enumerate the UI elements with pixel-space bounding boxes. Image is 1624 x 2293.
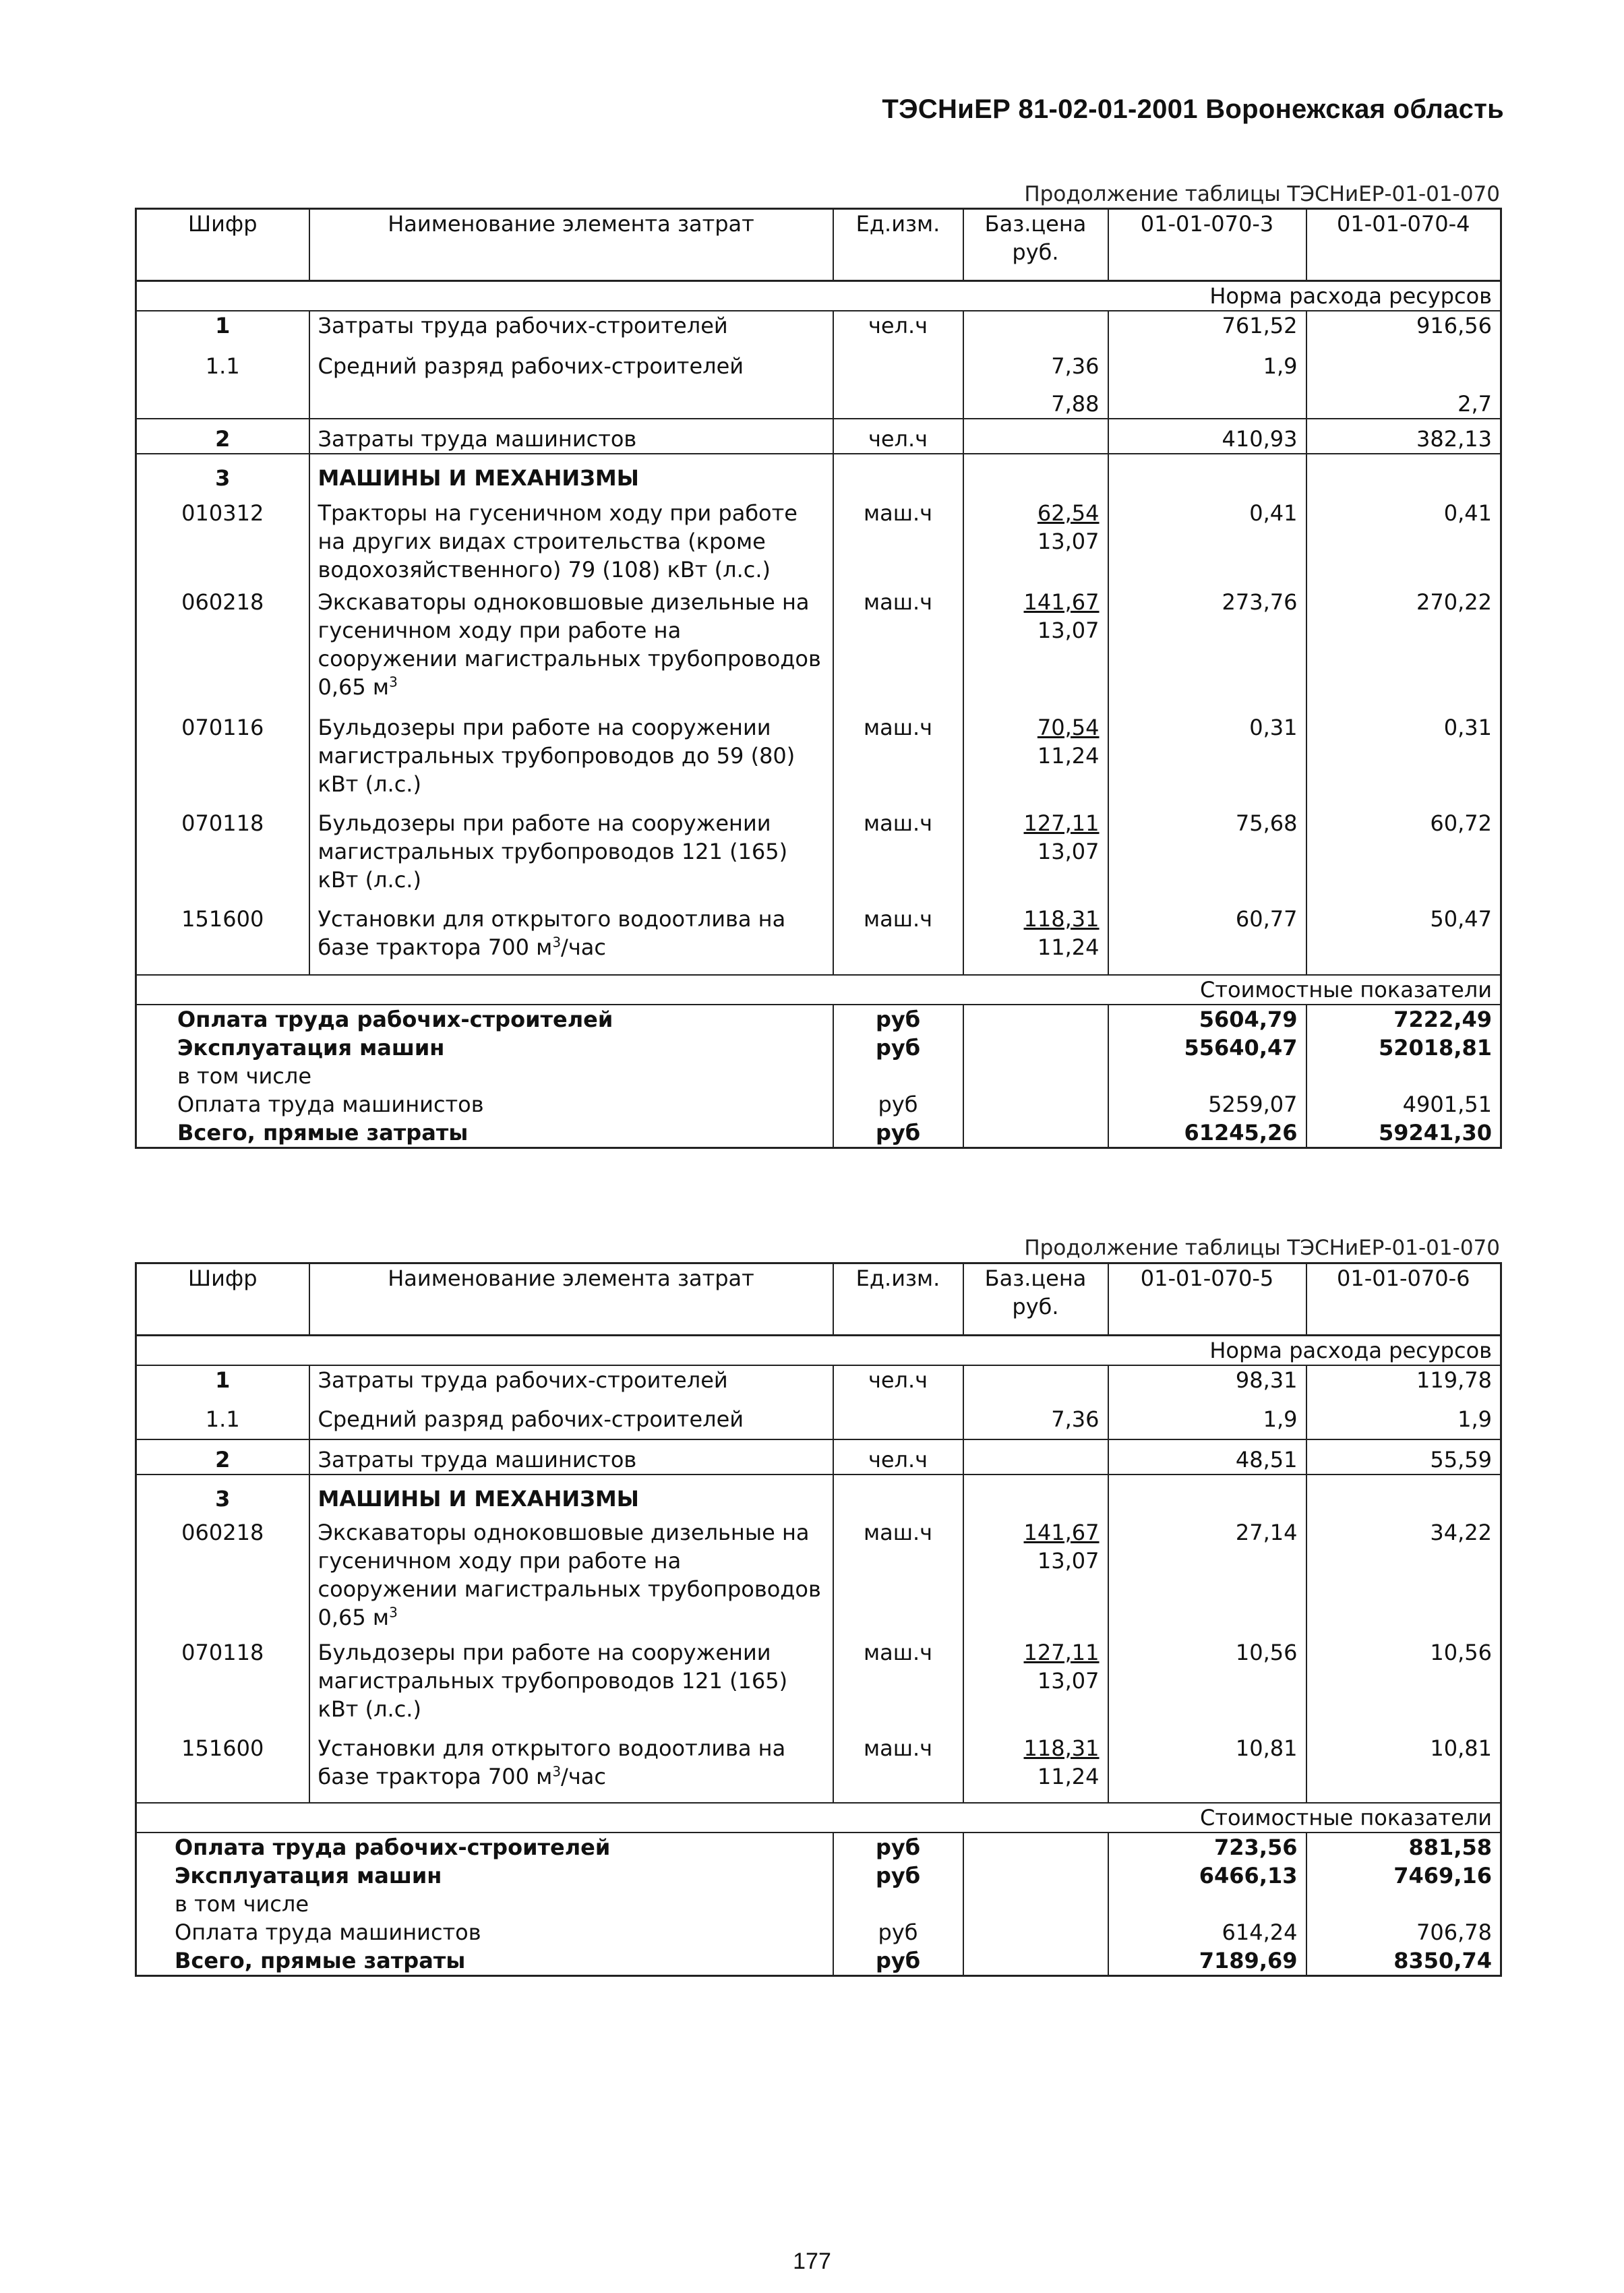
- col-header-name: Наименование элемента затрат: [309, 209, 833, 281]
- row-unit: [833, 1394, 963, 1439]
- price-bottom: 11,24: [1037, 743, 1100, 769]
- superscript: 3: [389, 1604, 398, 1621]
- row-name: Эксплуатация машин: [177, 1035, 445, 1061]
- row-code: 1.1: [136, 340, 309, 419]
- row-value-b: 270,22: [1306, 588, 1501, 713]
- row-value-b: 1,9: [1306, 1394, 1501, 1439]
- table-row: [136, 1119, 1501, 1148]
- price-bottom: 13,07: [1037, 1668, 1100, 1694]
- table-row: [136, 454, 1501, 492]
- row-name: Оплата труда рабочих-строителей: [177, 1007, 613, 1032]
- row-value-a: 7189,69: [1108, 1946, 1306, 1976]
- row-code: 1.1: [136, 1394, 309, 1439]
- row-value-b: 7222,49: [1306, 1005, 1501, 1034]
- row-unit: руб: [833, 1119, 963, 1148]
- row-code: 2: [136, 419, 309, 454]
- row-name: [309, 588, 833, 713]
- row-value-a: 0,41: [1108, 492, 1306, 588]
- table-row: [136, 1005, 1501, 1034]
- row-unit: чел.ч: [833, 1439, 963, 1475]
- row-name: Оплата труда машинистов: [177, 1092, 484, 1117]
- table-row: [136, 1638, 1501, 1734]
- row-unit: маш.ч: [833, 1734, 963, 1803]
- row-value-a: 0,31: [1108, 713, 1306, 809]
- price-bottom: 11,24: [1037, 1764, 1100, 1789]
- row-value-b: 7469,16: [1306, 1862, 1501, 1890]
- row-value-a: 5604,79: [1108, 1005, 1306, 1034]
- row-unit: чел.ч: [833, 311, 963, 340]
- col-header-norm-a: 01-01-070-3: [1108, 209, 1306, 281]
- col-header-norm-b: 01-01-070-4: [1306, 209, 1501, 281]
- row-unit: чел.ч: [833, 1365, 963, 1394]
- row-value-a: [1108, 1890, 1306, 1918]
- row-unit: маш.ч: [833, 1513, 963, 1638]
- row-price: [963, 1090, 1108, 1119]
- row-name-text: Установки для открытого водоотлива на базе трактора 700 м: [318, 1735, 786, 1789]
- col-header-code: Шифр: [136, 209, 309, 281]
- row-price: [963, 1862, 1108, 1890]
- row-price: [963, 1365, 1108, 1394]
- row-unit: [833, 1890, 963, 1918]
- row-name: Затраты труда рабочих-строителей: [309, 311, 833, 340]
- price-bottom: 13,07: [1037, 618, 1100, 643]
- table-row: [136, 1946, 1501, 1976]
- row-value-a: 723,56: [1108, 1833, 1306, 1862]
- row-price: [963, 1119, 1108, 1148]
- row-price: [963, 419, 1108, 454]
- row-code: 3: [215, 465, 231, 491]
- section-norm-label: Норма расхода ресурсов: [136, 281, 1501, 311]
- row-unit: руб: [833, 1005, 963, 1034]
- row-price: [963, 905, 1108, 975]
- row-name: Затраты труда машинистов: [309, 419, 833, 454]
- row-value-a: 48,51: [1108, 1439, 1306, 1475]
- norms-table-2: [135, 1262, 1502, 1977]
- superscript: 3: [552, 1763, 562, 1780]
- row-name: Бульдозеры при работе на сооружении магистральных трубопроводов 121 (165) кВт (л.с.): [309, 809, 833, 905]
- row-name: Затраты труда рабочих-строителей: [309, 1365, 833, 1394]
- row-value-b: 0,41: [1306, 492, 1501, 588]
- row-price: [963, 1062, 1108, 1090]
- col-header-price: Баз.цена руб.: [963, 1263, 1108, 1336]
- table-row: [136, 1365, 1501, 1394]
- table-row: [136, 1734, 1501, 1803]
- row-unit: маш.ч: [833, 713, 963, 809]
- row-name: Оплата труда рабочих-строителей: [175, 1835, 611, 1860]
- row-name: в том числе: [177, 1063, 311, 1089]
- table-row: [136, 1862, 1501, 1890]
- col-header-norm-b: 01-01-070-6: [1306, 1263, 1501, 1336]
- row-unit: чел.ч: [833, 419, 963, 454]
- row-unit: маш.ч: [833, 1638, 963, 1734]
- row-value-a: 410,93: [1108, 419, 1306, 454]
- row-code: 070118: [181, 810, 264, 836]
- row-value-b: 706,78: [1306, 1918, 1501, 1946]
- price-top: 141,67: [1023, 589, 1100, 615]
- section-norm-label: Норма расхода ресурсов: [136, 1336, 1501, 1366]
- row-value-b: 59241,30: [1306, 1119, 1501, 1148]
- row-price: [963, 1946, 1108, 1976]
- section-cost-row: [136, 1803, 1501, 1833]
- row-code: 070118: [181, 1640, 264, 1665]
- row-unit: руб: [833, 1946, 963, 1976]
- row-code: 010312: [181, 500, 264, 526]
- row-value-a: 98,31: [1108, 1365, 1306, 1394]
- table-row: [136, 1475, 1501, 1513]
- row-unit: маш.ч: [833, 492, 963, 588]
- row-value-b: 0,31: [1306, 713, 1501, 809]
- price-bottom: 11,24: [1037, 934, 1100, 960]
- price-top: 127,11: [1023, 1640, 1100, 1665]
- table-row: [136, 588, 1501, 713]
- row-name: Тракторы на гусеничном ходу при работе на других видах строительства (кроме водохозяйственного) 79 (108) кВт (л.с.): [309, 492, 833, 588]
- row-value-b: [1306, 1062, 1501, 1090]
- row-price: [963, 340, 1108, 419]
- row-price: [963, 1005, 1108, 1034]
- col-header-code: Шифр: [136, 1263, 309, 1336]
- table-row: [136, 1394, 1501, 1439]
- table-row: [136, 1513, 1501, 1638]
- table-row: [136, 1090, 1501, 1119]
- row-unit: [833, 454, 963, 492]
- col-header-norm-a: 01-01-070-5: [1108, 1263, 1306, 1336]
- row-price: [963, 1439, 1108, 1475]
- row-value-a: [1108, 454, 1306, 492]
- row-price: [963, 588, 1108, 713]
- table-continuation-label: Продолжение таблицы ТЭСНиЕР-01-01-070: [1024, 182, 1500, 206]
- row-value-b: 60,72: [1306, 809, 1501, 905]
- table-row: [136, 809, 1501, 905]
- row-value-b: 10,81: [1306, 1734, 1501, 1803]
- row-name: Затраты труда машинистов: [309, 1439, 833, 1475]
- row-name: Бульдозеры при работе на сооружении магистральных трубопроводов 121 (165) кВт (л.с.): [309, 1638, 833, 1734]
- price-second: 7,88: [1051, 391, 1100, 417]
- row-value-a: 27,14: [1108, 1513, 1306, 1638]
- superscript: 3: [389, 674, 398, 690]
- row-value-a: 61245,26: [1108, 1119, 1306, 1148]
- row-price: [963, 1638, 1108, 1734]
- row-value-b: [1306, 1475, 1501, 1513]
- row-value-b: 119,78: [1306, 1365, 1501, 1394]
- row-value-a: 614,24: [1108, 1918, 1306, 1946]
- row-value-a: 10,81: [1108, 1734, 1306, 1803]
- row-value-b: 4901,51: [1306, 1090, 1501, 1119]
- row-unit: руб: [833, 1090, 963, 1119]
- row-value-a: 60,77: [1108, 905, 1306, 975]
- row-code: 1: [215, 313, 231, 338]
- row-name: Средний разряд рабочих-строителей: [309, 1394, 833, 1439]
- row-value-a: 1,9: [1108, 1394, 1306, 1439]
- row-code: 3: [215, 1486, 231, 1512]
- col-header-unit: Ед.изм.: [833, 209, 963, 281]
- row-name: Всего, прямые затраты: [175, 1948, 466, 1973]
- row-code: 060218: [181, 589, 264, 615]
- row-value-a: [1108, 1062, 1306, 1090]
- price-first: 7,36: [1051, 353, 1100, 379]
- price-top: 127,11: [1023, 810, 1100, 836]
- table-row: [136, 311, 1501, 340]
- row-code: 151600: [181, 1735, 264, 1761]
- row-value-a: 10,56: [1108, 1638, 1306, 1734]
- section-cost-row: [136, 975, 1501, 1005]
- row-name-suffix: /час: [561, 934, 606, 960]
- superscript: 3: [552, 934, 562, 951]
- price-top: 62,54: [1037, 500, 1100, 526]
- row-price: [963, 1833, 1108, 1862]
- row-name-text: Установки для открытого водоотлива на базе трактора 700 м: [318, 906, 786, 960]
- row-name: Бульдозеры при работе на сооружении магистральных трубопроводов до 59 (80) кВт (л.с.): [309, 713, 833, 809]
- row-value-b: 52018,81: [1306, 1034, 1501, 1062]
- row-value-b: [1306, 454, 1501, 492]
- row-value-b: 382,13: [1306, 419, 1501, 454]
- price-bottom: 13,07: [1037, 529, 1100, 554]
- row-unit: руб: [833, 1034, 963, 1062]
- row-unit: руб: [833, 1833, 963, 1862]
- row-name-suffix: /час: [561, 1764, 606, 1789]
- row-unit: [833, 1475, 963, 1513]
- row-price: [963, 1034, 1108, 1062]
- row-price: [963, 311, 1108, 340]
- document-title: ТЭСНиЕР 81-02-01-2001 Воронежская область: [882, 94, 1504, 124]
- row-code: 2: [136, 1439, 309, 1475]
- table-row: [136, 905, 1501, 975]
- row-price: [963, 1890, 1108, 1918]
- price-top: 70,54: [1037, 715, 1100, 740]
- row-unit: [833, 1062, 963, 1090]
- table-row: [136, 1034, 1501, 1062]
- table-row: [136, 419, 1501, 454]
- table-row: [136, 492, 1501, 588]
- price-top: 118,31: [1023, 1735, 1100, 1761]
- row-value-a: 1,9: [1108, 340, 1306, 419]
- row-code: 060218: [181, 1520, 264, 1545]
- row-value-b: 916,56: [1306, 311, 1501, 340]
- row-name: Эксплуатация машин: [175, 1863, 442, 1888]
- row-price: [963, 454, 1108, 492]
- price-bottom: 13,07: [1037, 839, 1100, 864]
- row-name: Средний разряд рабочих-строителей: [309, 340, 833, 419]
- row-price: [963, 1734, 1108, 1803]
- row-unit: руб: [833, 1918, 963, 1946]
- row-value-b: 881,58: [1306, 1833, 1501, 1862]
- row-price: [963, 1918, 1108, 1946]
- col-header-name: Наименование элемента затрат: [309, 1263, 833, 1336]
- price-top: 118,31: [1023, 906, 1100, 932]
- row-name: [309, 905, 833, 975]
- row-name: [309, 1734, 833, 1803]
- row-price: [963, 809, 1108, 905]
- section-cost-label: Стоимостные показатели: [136, 975, 1501, 1005]
- section-cost-label: Стоимостные показатели: [136, 1803, 1501, 1833]
- row-unit: маш.ч: [833, 809, 963, 905]
- table-row: [136, 1062, 1501, 1090]
- row-name: [309, 1513, 833, 1638]
- row-code: 151600: [181, 906, 264, 932]
- price-bottom: 13,07: [1037, 1548, 1100, 1574]
- row-value-b: 55,59: [1306, 1439, 1501, 1475]
- table-continuation-label: Продолжение таблицы ТЭСНиЕР-01-01-070: [1024, 1236, 1500, 1260]
- row-name: в том числе: [175, 1891, 309, 1917]
- price-top: 141,67: [1023, 1520, 1100, 1545]
- row-name: МАШИНЫ И МЕХАНИЗМЫ: [309, 454, 833, 492]
- row-price: 7,36: [963, 1394, 1108, 1439]
- table-header-row: [136, 1263, 1501, 1336]
- row-value-a: 273,76: [1108, 588, 1306, 713]
- row-price: [963, 713, 1108, 809]
- row-value-a: 6466,13: [1108, 1862, 1306, 1890]
- row-value-a: 5259,07: [1108, 1090, 1306, 1119]
- table-header-row: [136, 209, 1501, 281]
- row-value-b: 50,47: [1306, 905, 1501, 975]
- row-price: [963, 1475, 1108, 1513]
- row-name-text: Экскаваторы одноковшовые дизельные на гусеничном ходу при работе на сооружении магистральных трубопроводов 0,65 м: [318, 589, 821, 700]
- row-value-b: 34,22: [1306, 1513, 1501, 1638]
- row-name: Всего, прямые затраты: [177, 1120, 469, 1145]
- row-value-a: 761,52: [1108, 311, 1306, 340]
- row-unit: маш.ч: [833, 588, 963, 713]
- row-value-a: 75,68: [1108, 809, 1306, 905]
- row-name: МАШИНЫ И МЕХАНИЗМЫ: [309, 1475, 833, 1513]
- row-code: 1: [215, 1367, 231, 1393]
- section-norm-row: [136, 1336, 1501, 1366]
- row-value-a: [1108, 1475, 1306, 1513]
- row-value-b: [1306, 1890, 1501, 1918]
- section-norm-row: [136, 281, 1501, 311]
- table-row: [136, 1833, 1501, 1862]
- page-number: 177: [793, 2249, 831, 2274]
- row-value-b: 2,7: [1306, 340, 1501, 419]
- row-unit: [833, 340, 963, 419]
- row-value-a: 55640,47: [1108, 1034, 1306, 1062]
- row-name: Оплата труда машинистов: [175, 1919, 481, 1945]
- row-code: 070116: [181, 715, 264, 740]
- row-price: [963, 1513, 1108, 1638]
- row-price: [963, 492, 1108, 588]
- table-row: [136, 1890, 1501, 1918]
- norms-table-1: [135, 208, 1502, 1149]
- table-row: [136, 1439, 1501, 1475]
- row-unit: руб: [833, 1862, 963, 1890]
- table-row: [136, 340, 1501, 419]
- row-unit: маш.ч: [833, 905, 963, 975]
- row-value-b: 8350,74: [1306, 1946, 1501, 1976]
- table-row: [136, 1918, 1501, 1946]
- table-row: [136, 713, 1501, 809]
- col-header-unit: Ед.изм.: [833, 1263, 963, 1336]
- row-name-text: Экскаваторы одноковшовые дизельные на гусеничном ходу при работе на сооружении магистральных трубопроводов 0,65 м: [318, 1520, 821, 1630]
- row-value-b: 10,56: [1306, 1638, 1501, 1734]
- col-header-price: Баз.цена руб.: [963, 209, 1108, 281]
